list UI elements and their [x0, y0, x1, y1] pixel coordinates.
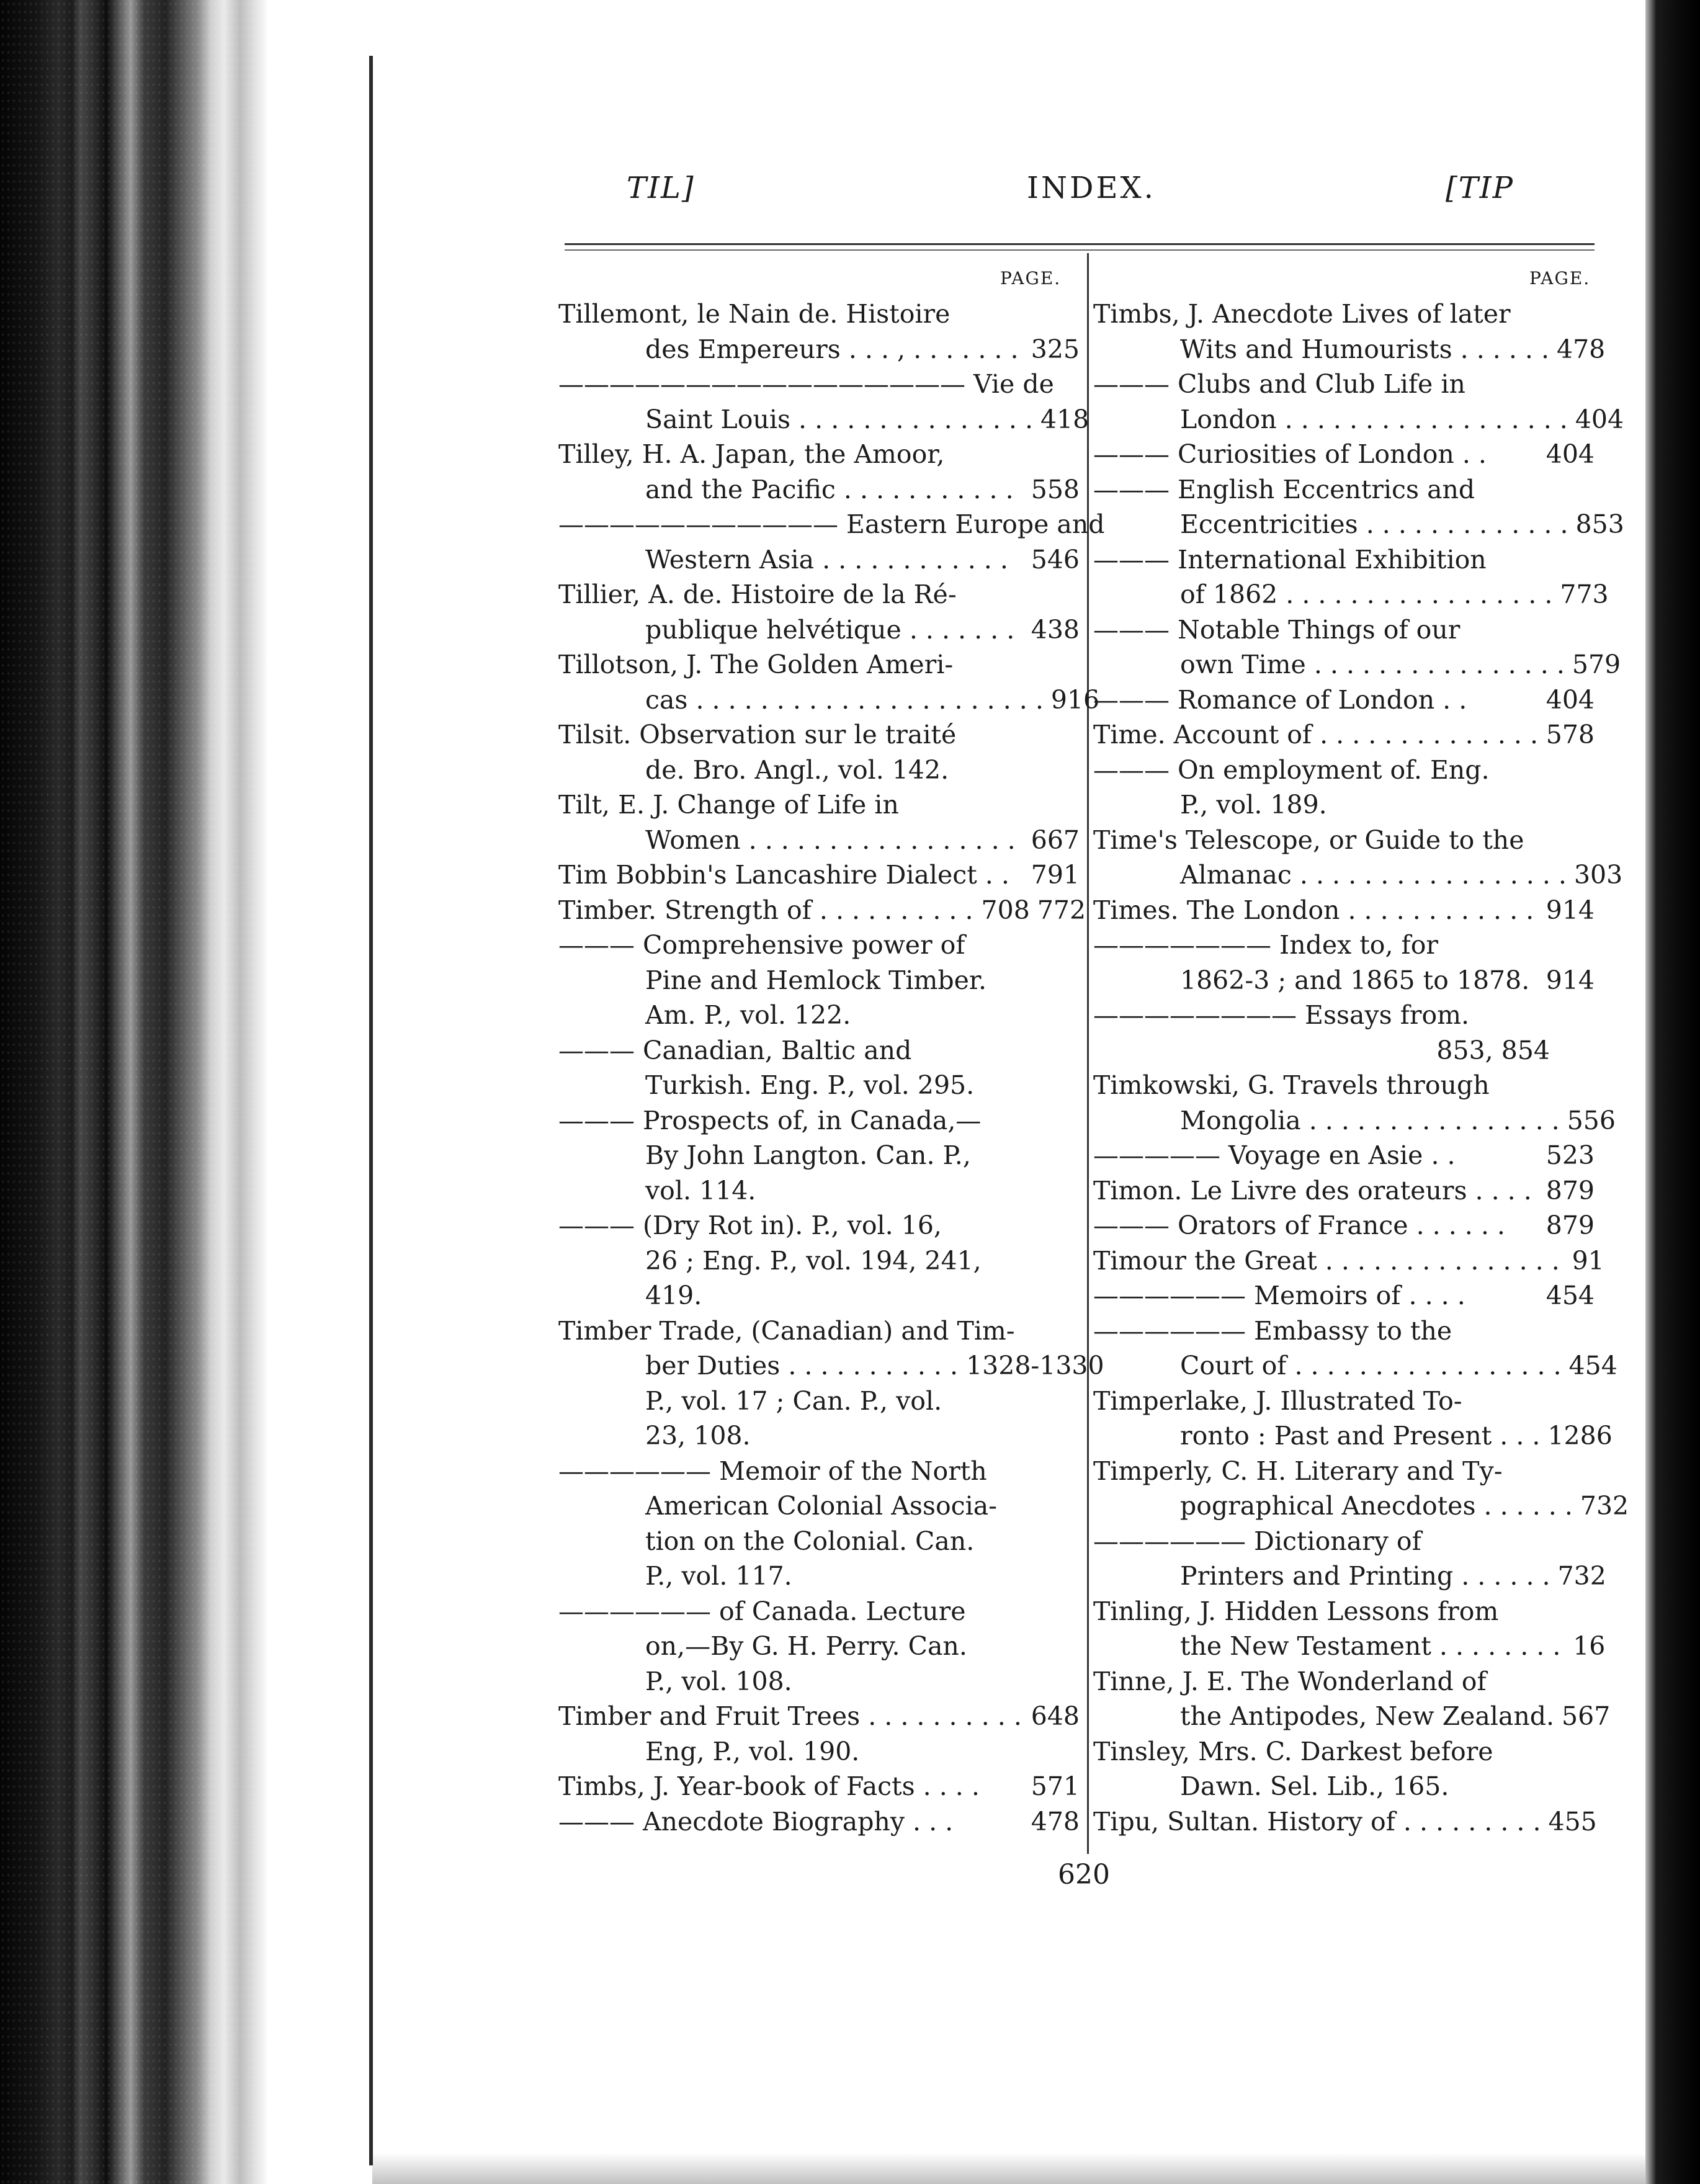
index-entry-page: 418: [1040, 404, 1089, 434]
header-rule-thin: [565, 249, 1595, 251]
index-entry-page: 303: [1573, 860, 1623, 890]
running-head-right: [TIP: [1446, 171, 1514, 205]
index-entry-text: Timkowski, G. Travels through: [1093, 1070, 1490, 1100]
index-entry-text: P., vol. 108.: [645, 1666, 792, 1696]
index-entry-text: —————— Dictionary of: [1093, 1526, 1421, 1556]
index-entry: [1093, 542, 1595, 578]
index-entry-text: Timbs, J. Anecdote Lives of later: [1093, 299, 1511, 329]
index-entry-page: 567: [1562, 1701, 1611, 1731]
index-entry: [558, 717, 1080, 753]
index-entry-page: 438: [1031, 614, 1080, 645]
index-entry-text: Tinling, J. Hidden Lessons from: [1093, 1596, 1499, 1626]
index-entry: [558, 823, 1080, 858]
index-entry: [1093, 577, 1609, 612]
index-entry-text: ———————————————— Vie de: [558, 369, 1054, 399]
index-entry-page: 914: [1546, 965, 1595, 995]
index-entry-text: Timbs, J. Year-book of Facts . . . .: [558, 1771, 980, 1801]
index-entry: [558, 1664, 1080, 1699]
index-entry: [1093, 1033, 1595, 1068]
index-entry-text: the Antipodes, New Zealand.: [1180, 1701, 1555, 1731]
scanned-book-right-edge: [1645, 0, 1700, 2184]
index-entry: [1093, 507, 1624, 542]
index-entry-text: Timber and Fruit Trees . . . . . . . . . .: [558, 1701, 1022, 1731]
index-entry-text: Tillemont, le Nain de. Histoire: [558, 299, 951, 329]
index-entry-text: Tipu, Sultan. History of . . . . . . . . .: [1093, 1806, 1541, 1837]
index-entry-text: Timon. Le Livre des orateurs . . . .: [1093, 1175, 1532, 1206]
index-entry: [1093, 753, 1595, 788]
index-entry: [558, 753, 1080, 788]
index-entry-page: 558: [1031, 474, 1080, 504]
index-entry-text: Court of . . . . . . . . . . . . . . . . .: [1180, 1351, 1562, 1381]
index-entry-text: ronto : Past and Present . . .: [1180, 1421, 1541, 1451]
index-entry-text: ——— International Exhibition: [1093, 544, 1487, 575]
index-entry: [558, 1068, 1080, 1103]
index-entry-page: 16: [1573, 1631, 1606, 1661]
index-entry-text: Tilt, E. J. Change of Life in: [558, 790, 899, 820]
index-entry: [1093, 823, 1595, 858]
index-entry: [1093, 928, 1595, 963]
index-entry-text: Time's Telescope, or Guide to the: [1093, 825, 1524, 855]
index-entry: [1093, 787, 1595, 823]
index-entry: [558, 1278, 1080, 1314]
index-entry: [1093, 1243, 1604, 1279]
index-entry-page: 879: [1546, 1211, 1595, 1240]
index-entry-text: Tim Bobbin's Lancashire Dialect . .: [558, 860, 1009, 890]
index-entry-page: 791: [1031, 860, 1080, 890]
index-entry-text: 419.: [645, 1281, 702, 1310]
index-entry-text: tion on the Colonial. Can.: [645, 1526, 975, 1556]
index-entry-text: Tinne, J. E. The Wonderland of: [1093, 1666, 1487, 1696]
index-entry-text: Saint Louis . . . . . . . . . . . . . . .: [645, 404, 1034, 434]
index-entry-text: ——— (Dry Rot in). P., vol. 16,: [558, 1211, 942, 1240]
index-entry: [558, 1454, 1080, 1489]
index-entry-text: de. Bro. Angl., vol. 142.: [645, 754, 949, 785]
index-entry: [558, 542, 1080, 578]
index-entry-page: 325: [1031, 334, 1080, 364]
index-entry-page: 546: [1031, 544, 1080, 575]
index-entry-text: Turkish. Eng. P., vol. 295.: [645, 1070, 975, 1100]
index-entry-text: P., vol. 17 ; Can. P., vol.: [645, 1385, 942, 1416]
index-entry-text: Timour the Great . . . . . . . . . . . . . . .: [1093, 1245, 1560, 1276]
page-column-label-right: PAGE.: [1529, 268, 1591, 289]
index-entry: [558, 1103, 1080, 1139]
index-entry-text: pographical Anecdotes . . . . . .: [1180, 1491, 1573, 1521]
index-entry: [1093, 612, 1595, 648]
index-entry: [1093, 1103, 1616, 1139]
index-entry: [558, 963, 1080, 998]
index-entry-text: Times. The London . . . . . . . . . . . .: [1093, 895, 1534, 925]
index-entry: [558, 437, 1080, 472]
index-entry: [558, 893, 1086, 928]
index-entry-text: and the Pacific . . . . . . . . . . .: [645, 474, 1014, 504]
index-entry-page: 879: [1546, 1175, 1595, 1206]
index-entry-text: publique helvétique . . . . . . .: [645, 614, 1015, 645]
index-entry-text: Am. P., vol. 122.: [645, 1000, 851, 1030]
index-entry-text: —————— of Canada. Lecture: [558, 1596, 966, 1626]
index-entry: [1093, 717, 1595, 753]
index-entry-page: 404: [1546, 439, 1595, 469]
index-entry-text: Mongolia . . . . . . . . . . . . . . . .: [1180, 1105, 1560, 1135]
index-entry-page: 478: [1557, 334, 1606, 364]
index-entry-text: ——— Romance of London . .: [1093, 684, 1467, 715]
index-entry-text: 853, 854: [1436, 1035, 1550, 1065]
running-head-title: INDEX.: [1027, 171, 1156, 205]
index-entry: [1093, 1418, 1613, 1454]
index-entry: [558, 507, 1105, 542]
index-entry-text: Tilley, H. A. Japan, the Amoor,: [558, 439, 945, 469]
index-entry-text: Wits and Humourists . . . . . .: [1180, 334, 1550, 364]
index-entry-text: ——— Anecdote Biography . . .: [558, 1806, 954, 1837]
index-entry-page: 773: [1560, 580, 1609, 609]
index-entry: [558, 612, 1080, 648]
index-entry: [1093, 1769, 1595, 1804]
page-column-label-left: PAGE.: [1000, 268, 1062, 289]
index-entry-page: 454: [1546, 1281, 1595, 1310]
index-entry: [558, 857, 1080, 893]
index-entry: [1093, 963, 1595, 998]
index-entry-page: 732: [1557, 1561, 1606, 1591]
index-entry: [1093, 1173, 1595, 1209]
index-entry: [558, 1734, 1080, 1770]
index-entry: [1093, 1278, 1595, 1314]
index-entry: [558, 1138, 1080, 1173]
index-entry-text: Timperlake, J. Illustrated To-: [1093, 1385, 1462, 1416]
index-entry-page: 523: [1546, 1140, 1595, 1170]
index-entry: [1093, 297, 1595, 332]
index-entry-text: —————— Embassy to the: [1093, 1315, 1452, 1346]
index-entry: [558, 332, 1080, 367]
index-entry-text: ————— Voyage en Asie . .: [1093, 1140, 1456, 1170]
index-entry: [558, 1208, 1080, 1243]
index-entry: [558, 1173, 1080, 1209]
index-entry: [558, 1629, 1080, 1664]
index-entry-text: —————— Memoir of the North: [558, 1456, 987, 1486]
index-entry: [1093, 1348, 1617, 1384]
index-entry-text: the New Testament . . . . . . . .: [1180, 1631, 1561, 1661]
index-entry-text: Tilsit. Observation sur le traité: [558, 720, 957, 750]
index-entry-page: 91: [1572, 1245, 1604, 1276]
index-entry-page: 455: [1548, 1806, 1597, 1837]
index-entry-text: Tillier, A. de. Histoire de la Ré-: [558, 580, 957, 609]
index-entry-text: London . . . . . . . . . . . . . . . . . .: [1180, 404, 1568, 434]
index-entry-text: on,—By G. H. Perry. Can.: [645, 1631, 967, 1661]
index-entry: [558, 1559, 1080, 1594]
index-entry: [1093, 1208, 1595, 1243]
index-entry-text: ——— Notable Things of our: [1093, 614, 1461, 645]
index-entry-text: Timber Trade, (Canadian) and Tim-: [558, 1315, 1015, 1346]
index-entry-text: des Empereurs . . . , . . . . . . .: [645, 334, 1019, 364]
index-entry: [558, 577, 1080, 612]
index-entry-page: 478: [1031, 1806, 1080, 1837]
index-entry: [1093, 1314, 1595, 1349]
index-entry: [558, 367, 1080, 402]
index-column-left: [558, 297, 1105, 1839]
index-entry-page: 454: [1568, 1351, 1617, 1381]
index-entry: [558, 787, 1080, 823]
index-entry: [1093, 367, 1595, 402]
index-entry-text: Time. Account of . . . . . . . . . . . . . .: [1093, 720, 1538, 750]
index-entry: [558, 928, 1080, 963]
index-entry: [1093, 1804, 1595, 1840]
index-entry: [1093, 332, 1606, 367]
index-entry: [558, 1033, 1080, 1068]
index-entry: [1093, 1594, 1595, 1629]
index-entry: [558, 1524, 1080, 1559]
index-entry-page: 556: [1567, 1105, 1616, 1135]
index-entry-page: 916: [1050, 684, 1100, 715]
index-entry-text: ——— On employment of. Eng.: [1093, 754, 1490, 785]
index-entry: [1093, 437, 1595, 472]
running-head-left: TIL]: [627, 171, 695, 205]
index-entry-text: ——————————— Eastern Europe and: [558, 509, 1105, 539]
index-entry-text: —————— Memoirs of . . . .: [1093, 1281, 1465, 1310]
index-entry-page: 579: [1572, 650, 1621, 679]
index-entry-text: ——— Orators of France . . . . . .: [1093, 1211, 1505, 1240]
index-entry: [1093, 1559, 1606, 1594]
index-entry-text: 23, 108.: [645, 1421, 751, 1451]
index-entry-text: Eccentricities . . . . . . . . . . . . .: [1180, 509, 1568, 539]
index-entry-text: 26 ; Eng. P., vol. 194, 241,: [645, 1245, 982, 1276]
column-separator: [1087, 253, 1089, 1854]
index-entry: [558, 682, 1100, 718]
index-entry: [558, 297, 1080, 332]
index-entry: [1093, 472, 1595, 508]
index-entry: [1093, 1138, 1595, 1173]
index-entry-text: P., vol. 117.: [645, 1561, 792, 1591]
scanned-book-spine: [0, 0, 267, 2184]
index-entry-text: Printers and Printing . . . . . .: [1180, 1561, 1550, 1591]
index-entry-text: 1862-3 ; and 1865 to 1878.: [1180, 965, 1530, 995]
index-entry: [1093, 647, 1621, 682]
index-entry-text: Tinsley, Mrs. C. Darkest before: [1093, 1736, 1493, 1766]
index-entry-page: 914: [1546, 895, 1595, 925]
index-entry: [1093, 1488, 1629, 1524]
index-entry-page: 732: [1580, 1491, 1629, 1521]
index-entry: [558, 1348, 1104, 1384]
index-entry-text: American Colonial Associa-: [645, 1491, 998, 1521]
index-entry-text: By John Langton. Can. P.,: [645, 1140, 971, 1170]
index-entry-text: ——— English Eccentrics and: [1093, 474, 1475, 504]
index-entry: [558, 647, 1080, 682]
index-entry: [1093, 1734, 1595, 1770]
index-entry: [1093, 857, 1623, 893]
page-number: 620: [1058, 1859, 1110, 1891]
index-entry-page: 1286: [1547, 1421, 1613, 1451]
index-entry-text: ———————— Essays from.: [1093, 1000, 1470, 1030]
index-entry: [1093, 1384, 1595, 1419]
index-entry-text: Women . . . . . . . . . . . . . . . . .: [645, 825, 1016, 855]
index-entry: [558, 1699, 1080, 1734]
index-entry-page: 571: [1031, 1771, 1080, 1801]
index-entry: [558, 1243, 1080, 1279]
index-entry-text: vol. 114.: [645, 1175, 756, 1206]
index-entry-text: ——— Comprehensive power of: [558, 930, 965, 960]
index-entry-text: ——— Curiosities of London . .: [1093, 439, 1487, 469]
index-entry-text: Timperly, C. H. Literary and Ty-: [1093, 1456, 1503, 1486]
index-entry-page: 648: [1031, 1701, 1080, 1731]
index-entry-page: 578: [1546, 720, 1595, 750]
index-entry-text: Tillotson, J. The Golden Ameri-: [558, 650, 954, 679]
index-entry-page: 404: [1575, 404, 1624, 434]
index-entry-text: cas . . . . . . . . . . . . . . . . . . . . . .: [645, 684, 1044, 715]
index-entry: [1093, 682, 1595, 718]
index-entry-text: own Time . . . . . . . . . . . . . . . .: [1180, 650, 1565, 679]
index-entry: [1093, 893, 1595, 928]
index-entry-text: ——— Prospects of, in Canada,—: [558, 1105, 982, 1135]
index-entry-text: Timber. Strength of . . . . . . . . . . 708: [558, 895, 1030, 925]
index-entry: [1093, 998, 1595, 1033]
index-entry: [1093, 1664, 1595, 1699]
index-entry: [558, 998, 1080, 1033]
index-entry-text: Western Asia . . . . . . . . . . . .: [645, 544, 1008, 575]
index-entry-page: 772: [1037, 895, 1086, 925]
index-entry-text: ——— Canadian, Baltic and: [558, 1035, 912, 1065]
index-entry: [558, 402, 1089, 437]
index-column-right: [1093, 297, 1629, 1839]
index-entry: [558, 1384, 1080, 1419]
index-entry: [558, 1594, 1080, 1629]
index-entry-page: 853: [1575, 509, 1624, 539]
index-entry: [1093, 1524, 1595, 1559]
scanned-page-bottom-shadow: [372, 2153, 1645, 2184]
index-entry-text: ber Duties . . . . . . . . . . . 1328-1330: [645, 1351, 1104, 1381]
index-entry: [558, 1769, 1080, 1804]
index-entry-text: ——————— Index to, for: [1093, 930, 1438, 960]
index-entry-text: Dawn. Sel. Lib., 165.: [1180, 1771, 1449, 1801]
index-entry-text: P., vol. 189.: [1180, 790, 1327, 820]
index-entry-text: Pine and Hemlock Timber.: [645, 965, 987, 995]
index-entry: [558, 1418, 1080, 1454]
index-entry-page: 404: [1546, 684, 1595, 715]
page-edge-shadow: [369, 56, 373, 2165]
index-entry: [558, 1314, 1080, 1349]
index-entry: [1093, 1699, 1611, 1734]
index-entry-text: ——— Clubs and Club Life in: [1093, 369, 1465, 399]
index-entry-text: Eng, P., vol. 190.: [645, 1736, 860, 1766]
index-entry-page: 667: [1031, 825, 1080, 855]
index-entry: [1093, 402, 1624, 437]
index-entry-text: Almanac . . . . . . . . . . . . . . . . .: [1180, 860, 1567, 890]
header-rule: [565, 243, 1595, 245]
index-entry: [1093, 1068, 1595, 1103]
index-entry: [1093, 1454, 1595, 1489]
index-entry: [558, 1804, 1080, 1840]
index-entry-text: of 1862 . . . . . . . . . . . . . . . . .: [1180, 580, 1553, 609]
index-entry: [558, 472, 1080, 508]
index-entry: [558, 1488, 1080, 1524]
index-entry: [1093, 1629, 1606, 1664]
